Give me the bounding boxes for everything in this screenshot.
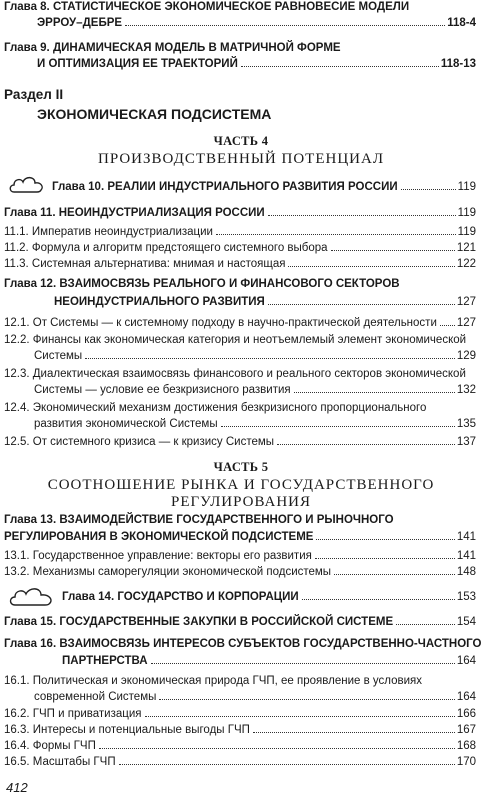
chapter-9-title-cont[interactable] — [37, 58, 476, 71]
entry-text: 12.2. Финансы как экономическая категория и неотъемлемый элемент экономической — [4, 334, 467, 346]
leader-dots — [294, 392, 455, 393]
chapter-8-title-line2: ЭРРОУ–ДЕБРЕ — [37, 17, 123, 29]
entry-text: современной Системы — [34, 691, 157, 703]
chapter-15-title[interactable] — [4, 616, 476, 629]
chapter-16-name-line1: ВЗАИМОСВЯЗЬ ИНТЕРЕСОВ СУБЪЕКТОВ ГОСУДАРСТВЕННО-ЧАСТНОГО — [59, 638, 482, 650]
leader-dots — [331, 250, 455, 251]
leader-dots — [401, 189, 456, 190]
toc-entry-12-3-cont[interactable] — [34, 384, 476, 397]
chapter-12-title-cont[interactable] — [54, 296, 476, 309]
toc-entry-16-1[interactable] — [4, 675, 476, 688]
chapter-10-label: Глава 10. — [52, 181, 105, 193]
chapter-12-name-line1: ВЗАИМОСВЯЗЬ РЕАЛЬНОГО И ФИНАНСОВОГО СЕКТОРОВ — [59, 278, 400, 290]
entry-page: 121 — [456, 242, 476, 254]
chapter-12-page: 127 — [456, 296, 476, 308]
toc-entry-12-2[interactable] — [4, 334, 476, 347]
entry-page: 135 — [456, 418, 476, 430]
chapter-10-title[interactable] — [52, 181, 476, 194]
entry-page: 129 — [456, 350, 476, 362]
chapter-13-title[interactable] — [4, 514, 476, 527]
entry-page: 132 — [456, 384, 476, 396]
cloud-icon — [8, 584, 58, 608]
chapter-13-label: Глава 13. — [4, 514, 57, 526]
leader-dots — [315, 558, 455, 559]
leader-dots — [253, 732, 455, 733]
entry-text: Системы — условие ее безкризисного развития — [34, 384, 291, 396]
entry-text: 16.3. Интересы и потенциальные выгоды ГЧП — [4, 724, 250, 736]
entry-page: 127 — [456, 317, 476, 329]
entry-page: 137 — [456, 436, 476, 448]
toc-entry-11-3[interactable] — [4, 258, 476, 271]
chapter-13-name-line1: ВЗАИМОДЕЙСТВИЕ ГОСУДАРСТВЕННОГО И РЫНОЧНОГО — [59, 514, 394, 526]
leader-dots — [99, 748, 455, 749]
toc-entry-16-5[interactable] — [4, 756, 476, 769]
chapter-14-name: ГОСУДАРСТВО И КОРПОРАЦИИ — [117, 591, 299, 603]
chapter-14-page: 153 — [456, 591, 476, 603]
part-5-title-line2: РЕГУЛИРОВАНИЯ — [170, 494, 312, 510]
leader-dots — [216, 234, 456, 235]
entry-text: 13.1. Государственное управление: векторы его развития — [4, 550, 312, 562]
leader-dots — [125, 25, 445, 26]
chapter-8-title-cont[interactable] — [37, 17, 476, 30]
leader-dots — [288, 266, 454, 267]
chapter-9-title-line1: ДИНАМИЧЕСКАЯ МОДЕЛЬ В МАТРИЧНОЙ ФОРМЕ — [52, 42, 341, 54]
leader-dots — [241, 66, 439, 67]
chapter-12-name-line2: НЕОИНДУСТРИАЛЬНОГО РАЗВИТИЯ — [54, 296, 265, 308]
entry-page: 170 — [456, 756, 476, 768]
toc-entry-16-4[interactable] — [4, 740, 476, 753]
toc-entry-13-2[interactable] — [4, 566, 476, 579]
chapter-10-name: РЕАЛИИ ИНДУСТРИАЛЬНОГО РАЗВИТИЯ РОССИИ — [107, 181, 398, 193]
entry-page: 164 — [456, 691, 476, 703]
toc-entry-12-4-cont[interactable] — [34, 418, 476, 431]
toc-entry-12-4[interactable] — [4, 402, 476, 415]
entry-text: 11.1. Императив неоиндустриализации — [4, 226, 213, 238]
section-title: ЭКОНОМИЧЕСКАЯ ПОДСИСТЕМА — [37, 106, 272, 122]
entry-text: 11.3. Системная альтернатива: мнимая и настоящая — [4, 258, 286, 270]
leader-dots — [151, 663, 455, 664]
leader-dots — [221, 426, 455, 427]
entry-text: 16.5. Масштабы ГЧП — [4, 756, 116, 768]
chapter-16-title[interactable] — [4, 638, 482, 651]
entry-text: 12.4. Экономический механизм достижения безкризисного пропорционального — [4, 402, 427, 414]
leader-dots — [85, 358, 455, 359]
page-number: 412 — [6, 780, 28, 795]
leader-dots — [277, 444, 455, 445]
entry-page: 166 — [456, 708, 476, 720]
toc-entry-12-1[interactable] — [4, 317, 476, 330]
chapter-16-name-line2: ПАРТНЕРСТВА — [62, 655, 148, 667]
toc-entry-11-1[interactable] — [4, 226, 476, 239]
toc-entry-16-3[interactable] — [4, 724, 476, 737]
chapter-9-title-line2: И ОПТИМИЗАЦИЯ ЕЕ ТРАЕКТОРИЙ — [37, 58, 238, 70]
entry-text: 13.2. Механизмы саморегуляции экономической подсистемы — [4, 566, 332, 578]
chapter-11-label: Глава 11. — [4, 207, 56, 219]
chapter-8-title[interactable] — [4, 1, 476, 14]
chapter-14-label: Глава 14. — [62, 591, 115, 603]
part-5-title-line1: СООТНОШЕНИЕ РЫНКА И ГОСУДАРСТВЕННОГО — [47, 477, 435, 493]
chapter-16-label: Глава 16. — [4, 638, 57, 650]
chapter-12-title[interactable] — [4, 278, 476, 291]
entry-page: 141 — [456, 550, 476, 562]
chapter-15-name: ГОСУДАРСТВЕННЫЕ ЗАКУПКИ В РОССИЙСКОЙ СИСТЕМЕ — [59, 616, 394, 628]
chapter-8-title-line1: СТАТИСТИЧЕСКОЕ ЭКОНОМИЧЕСКОЕ РАВНОВЕСИЕ МОДЕЛИ — [52, 1, 410, 13]
leader-dots — [316, 539, 454, 540]
toc-entry-16-2[interactable] — [4, 708, 476, 721]
leader-dots — [268, 215, 456, 216]
entry-page: 122 — [456, 258, 476, 270]
toc-entry-12-3[interactable] — [4, 368, 476, 381]
section-label: Раздел II — [4, 87, 64, 102]
chapter-13-name-line2: РЕГУЛИРОВАНИЯ В ЭКОНОМИЧЕСКОЙ ПОДСИСТЕМЕ — [4, 531, 314, 543]
entry-page: 168 — [456, 740, 476, 752]
entry-text: Системы — [34, 350, 83, 362]
chapter-13-title-cont[interactable] — [4, 531, 476, 544]
part-4-heading: ЧАСТЬ 4 — [213, 134, 269, 148]
toc-entry-13-1[interactable] — [4, 550, 476, 563]
chapter-12-label: Глава 12. — [4, 278, 57, 290]
leader-dots — [334, 574, 455, 575]
chapter-11-name: НЕОИНДУСТРИАЛИЗАЦИЯ РОССИИ — [58, 207, 265, 219]
chapter-9-title[interactable] — [4, 42, 476, 55]
chapter-16-page: 164 — [456, 655, 476, 667]
toc-entry-12-5[interactable] — [4, 436, 476, 449]
toc-entry-16-1-cont[interactable] — [34, 691, 476, 704]
toc-entry-12-2-cont[interactable] — [34, 350, 476, 363]
chapter-13-page: 141 — [456, 531, 476, 543]
entry-text: 12.3. Диалектическая взаимосвязь финансового и реального секторов экономической — [4, 368, 466, 380]
part-5-heading: ЧАСТЬ 5 — [213, 460, 269, 474]
leader-dots — [302, 599, 455, 600]
leader-dots — [440, 325, 455, 326]
chapter-14-title[interactable] — [62, 591, 476, 604]
chapter-9-label: Глава 9. — [4, 42, 50, 54]
entry-text: 16.1. Политическая и экономическая природа ГЧП, ее проявление в условиях — [4, 675, 423, 687]
entry-text: 16.4. Формы ГЧП — [4, 740, 96, 752]
leader-dots — [159, 699, 454, 700]
leader-dots — [268, 304, 455, 305]
chapter-15-label: Глава 15. — [4, 616, 57, 628]
entry-page: 167 — [456, 724, 476, 736]
part-4-title: ПРОИЗВОДСТВЕННЫЙ ПОТЕНЦИАЛ — [97, 151, 385, 167]
leader-dots — [396, 624, 455, 625]
toc-entry-11-2[interactable] — [4, 242, 476, 255]
chapter-8-label: Глава 8. — [4, 1, 50, 13]
cloud-icon — [8, 173, 46, 195]
entry-text: 12.1. От Системы — к системному подходу в научно-практической деятельности — [4, 317, 437, 329]
leader-dots — [119, 764, 455, 765]
entry-text: развития экономической Системы — [34, 418, 218, 430]
chapter-8-page: 118-4 — [447, 17, 476, 29]
entry-text: 11.2. Формула и алгоритм предстоящего системного выбора — [4, 242, 328, 254]
chapter-9-page: 118-13 — [440, 58, 476, 70]
chapter-11-page: 119 — [457, 207, 476, 219]
chapter-15-page: 154 — [456, 616, 476, 628]
chapter-10-page: 119 — [457, 181, 476, 193]
chapter-16-title-cont[interactable] — [62, 655, 476, 668]
leader-dots — [145, 716, 455, 717]
entry-text: 16.2. ГЧП и приватизация — [4, 708, 142, 720]
chapter-11-title[interactable] — [4, 207, 476, 220]
entry-text: 12.5. От системного кризиса — к кризису Системы — [4, 436, 275, 448]
entry-page: 148 — [456, 566, 476, 578]
entry-page: 119 — [457, 226, 476, 238]
